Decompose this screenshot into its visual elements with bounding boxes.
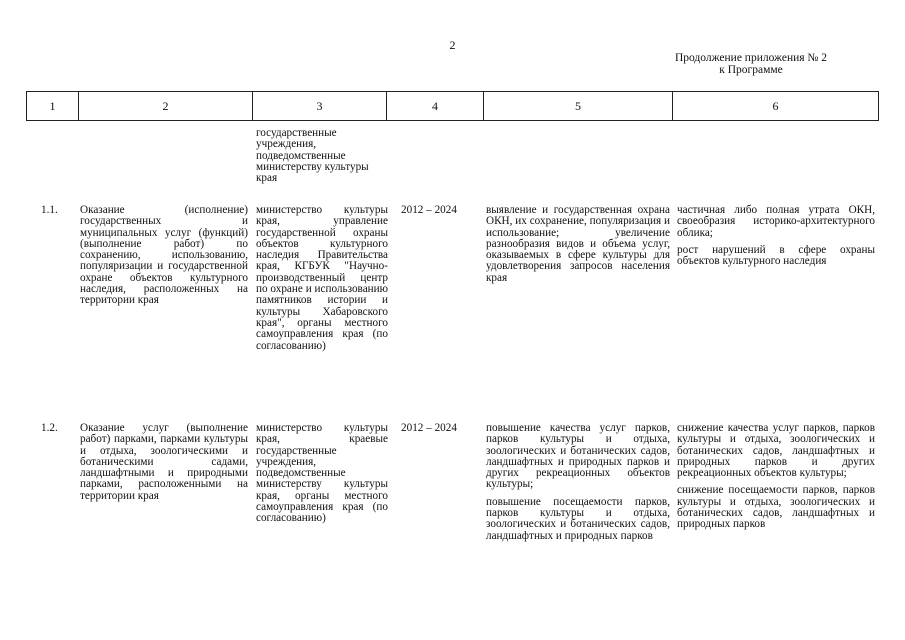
row-executor: министерство культуры края, управление государственной охраны объектов культурного наследия Правительства края, КГБУК "Научно-производственный центр по охране и использованию памятников истории и культуры Хабаровского края", органы местного самоуправления края (по согласованию) bbox=[256, 204, 388, 352]
result-item: повышение качества услуг парков, парков культуры и отдыха, зоологических и ботанических садов, ландшафтных и природных парков и других рекреационных объектов культуры; bbox=[486, 422, 670, 491]
header-col-1: 1 bbox=[27, 92, 79, 121]
row-years: 2012 – 2024 bbox=[401, 422, 457, 434]
row-result bbox=[486, 205, 670, 284]
row-number: 1.1. bbox=[41, 204, 58, 216]
header-col-5: 5 bbox=[484, 92, 673, 121]
table-header bbox=[26, 91, 879, 121]
row-number: 1.2. bbox=[41, 422, 58, 434]
header-col-4: 4 bbox=[387, 92, 484, 121]
row-years: 2012 – 2024 bbox=[401, 204, 457, 216]
row-activity: Оказание услуг (выполнение работ) парками, парками культуры и отдыха, зоологическими и ботаническими садами, ландшафтными и природными парками, расположенными на территории края bbox=[80, 422, 248, 502]
consequence-item: рост нарушений в сфере охраны объектов культурного наследия bbox=[677, 243, 875, 268]
header-col-6: 6 bbox=[673, 92, 879, 121]
annex-line-1: Продолжение приложения № 2 bbox=[674, 52, 828, 64]
row-activity: Оказание (исполнение) государственных и муниципальных услуг (функций) (выполнение работ) по сохранению, использованию, популяризации и государственной охране объектов культурного наследия, расположенных на территории края bbox=[80, 204, 248, 307]
consequence-item: снижение посещаемости парков, парков культуры и отдыха, зоологических и ботанических садов, ландшафтных и природных парков bbox=[677, 484, 875, 531]
annex-caption bbox=[661, 52, 841, 76]
page-number: 2 bbox=[449, 38, 456, 52]
result-item: повышение посещаемости парков, парков культуры и отдыха, зоологических и ботанических садов, ландшафтных и природных парков bbox=[486, 495, 670, 542]
consequence-item: частичная либо полная утрата ОКН, своеобразия историко-архитектурного облика; bbox=[677, 204, 875, 239]
row-consequence bbox=[677, 423, 875, 531]
header-col-3: 3 bbox=[253, 92, 387, 121]
row-executor: министерство культуры края, краевые государственные учреждения, подведомственные министерству культуры края, органы местного самоуправления края (по согласованию) bbox=[256, 422, 388, 525]
header-col-2: 2 bbox=[79, 92, 253, 121]
consequence-item: снижение качества услуг парков, парков культуры и отдыха, зоологических и ботанических садов, ландшафтных и природных парков и других рекреационных объектов культуры; bbox=[677, 422, 875, 480]
annex-line-2: к Программе bbox=[719, 64, 783, 76]
row-consequence bbox=[677, 205, 875, 267]
result-item: выявление и государственная охрана ОКН, их сохранение, популяризация и использование; увеличение разнообразия видов и объема услуг, оказываемых в сфере культуры для удовлетворения запросов населения края bbox=[486, 204, 670, 284]
row-result bbox=[486, 423, 670, 542]
continuation-executor: государственные учреждения, подведомственные министерству культуры края bbox=[256, 127, 369, 185]
